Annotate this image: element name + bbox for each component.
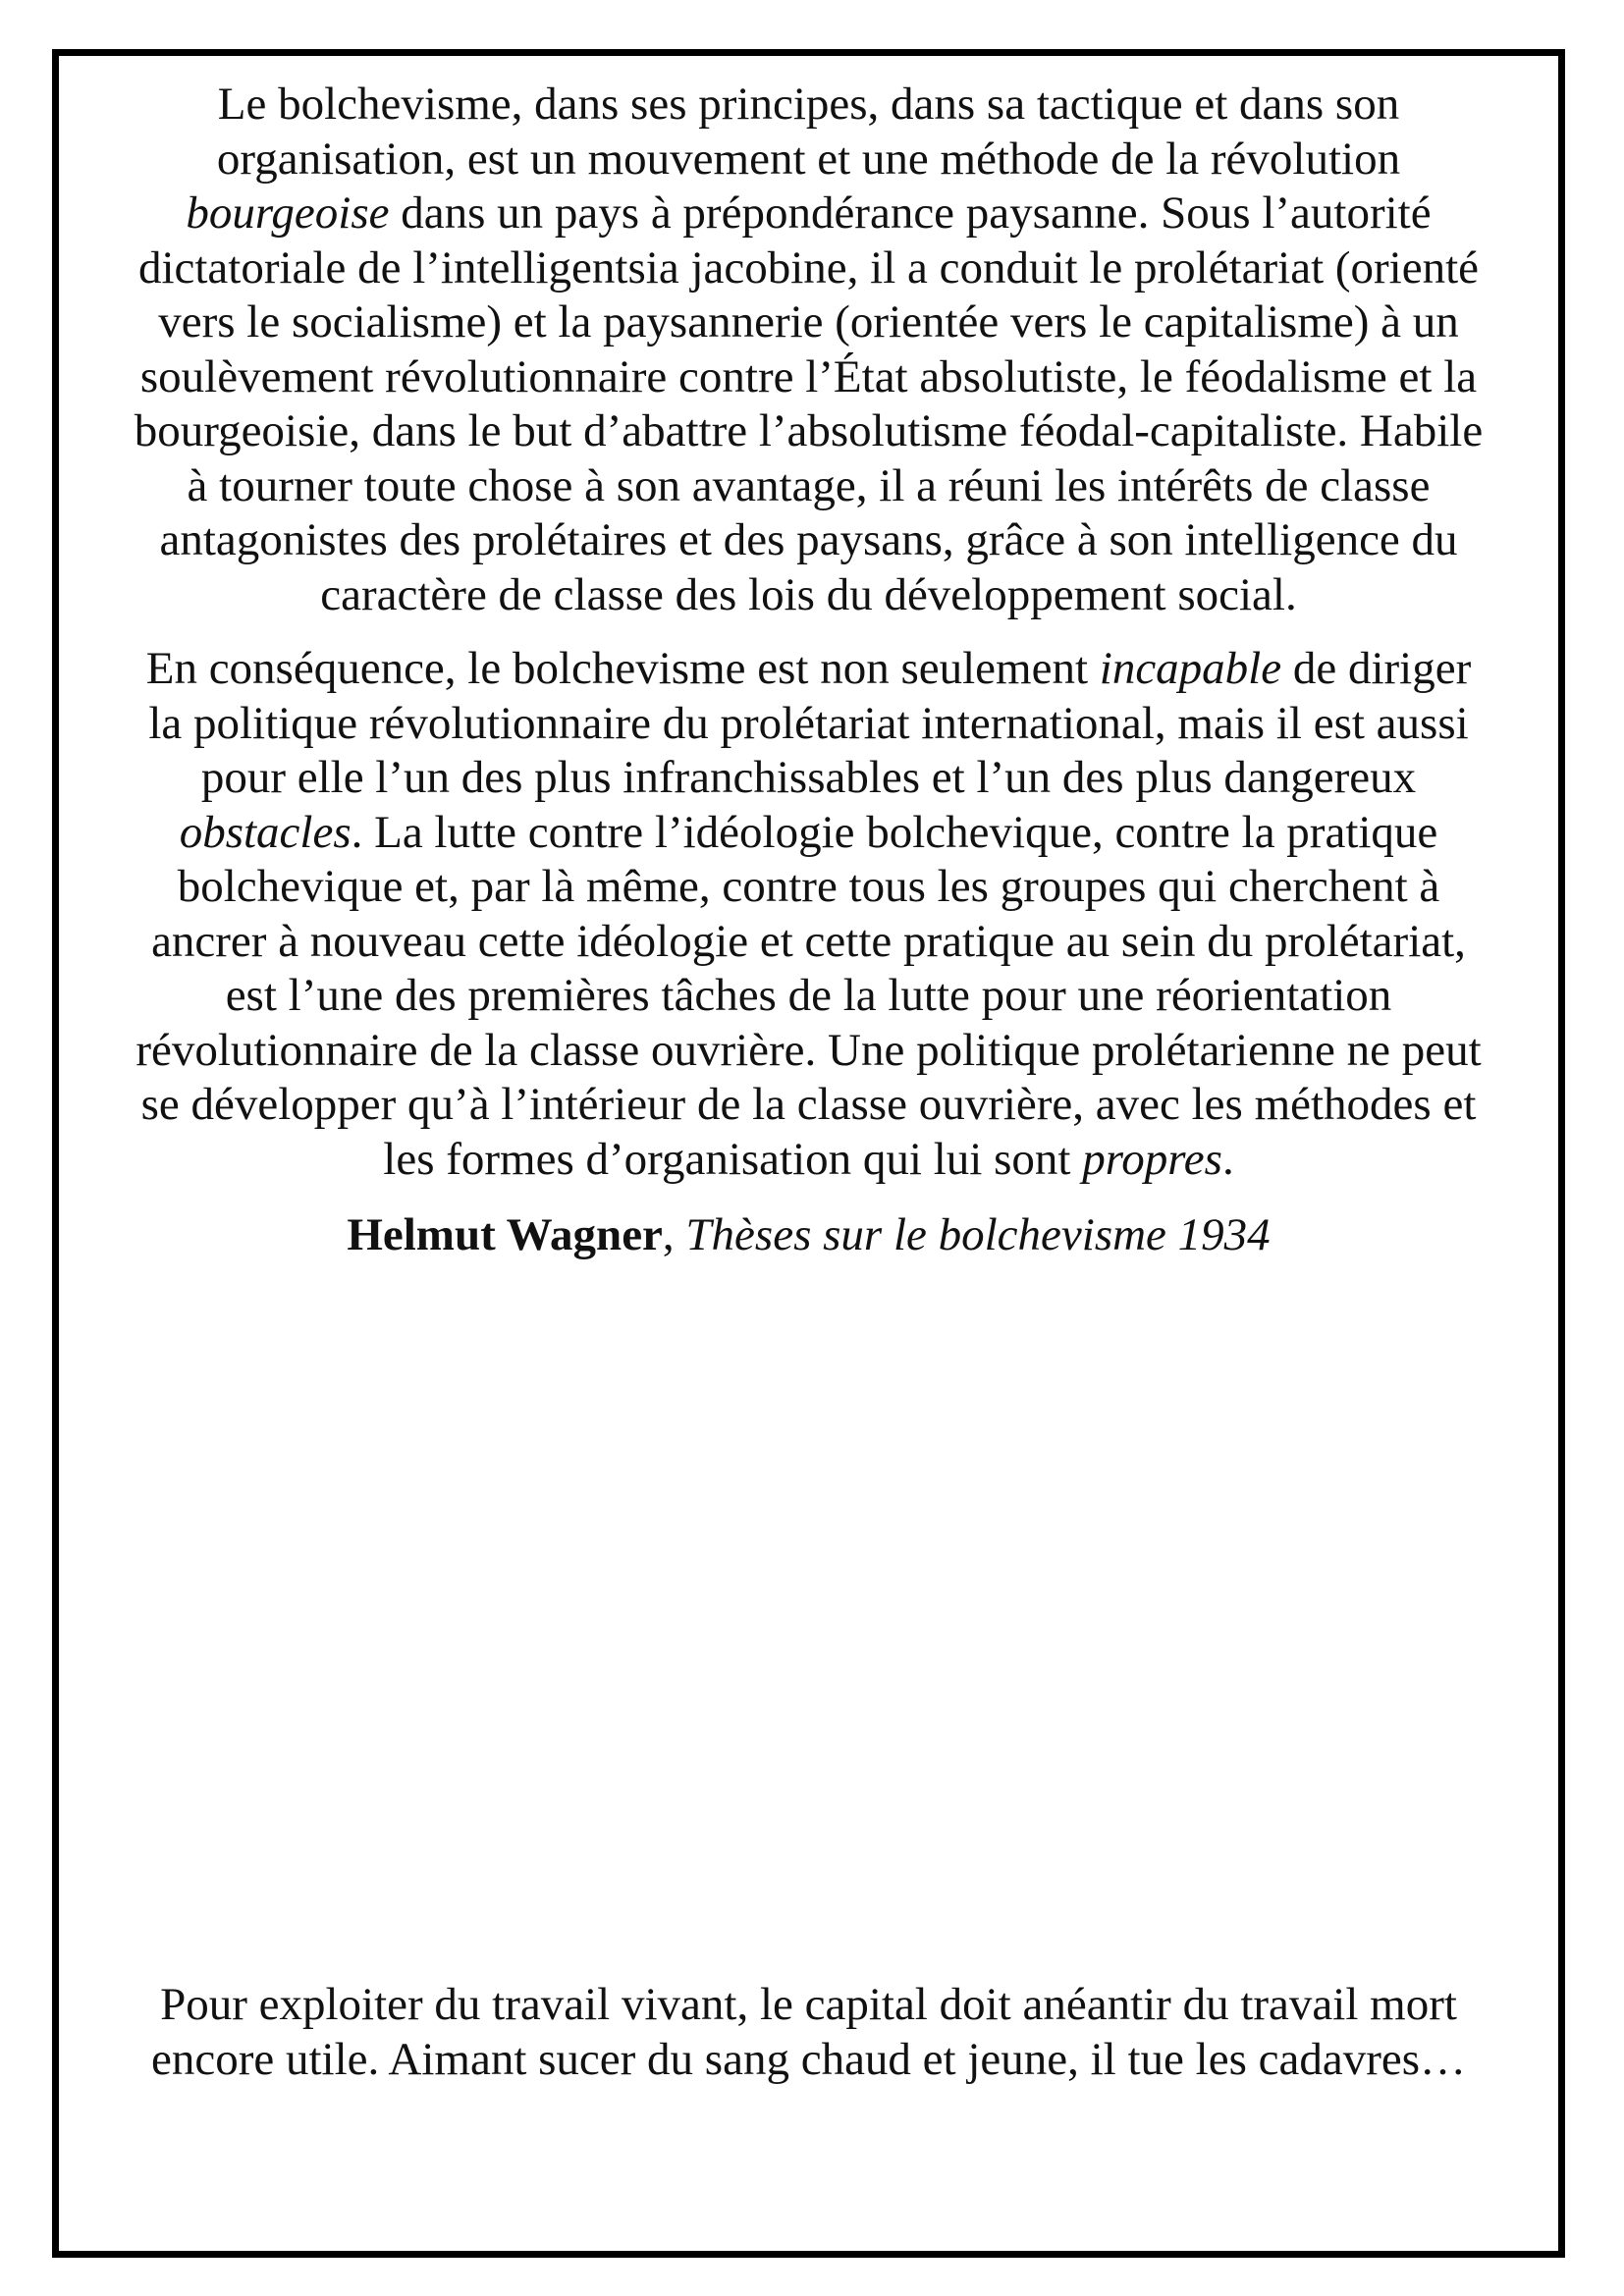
quote-block	[128, 78, 1489, 1263]
paragraph-1	[128, 78, 1489, 622]
paragraph-2-text-d: .	[1221, 1133, 1234, 1185]
closing-paragraph: Pour exploiter du travail vivant, le capital doit anéantir du travail mort encore utile. Aimant sucer du sang chaud et jeune, il tue les cadavres…	[150, 1979, 1467, 2085]
page-border-frame	[52, 49, 1565, 2258]
attribution-separator: ,	[662, 1209, 686, 1260]
attribution-work-title: Thèses sur le bolchevisme 1934	[685, 1209, 1271, 1260]
paragraph-2-italic-propres: propres	[1082, 1133, 1222, 1185]
paragraph-1-italic-bourgeoise: bourgeoise	[186, 187, 390, 239]
paragraph-2-text-b: de diriger la politique révolutionnaire du prolétariat international, mais il est aussi pour elle l’un des plus infranchissables et l’un des plus dangereux	[148, 643, 1472, 803]
attribution	[128, 1208, 1489, 1263]
paragraph-2-text-a: En conséquence, le bolchevisme est non seulement	[145, 643, 1100, 694]
paragraph-1-text-a: Le bolchevisme, dans ses principes, dans sa tactique et dans son organisation, est un mouvement et une méthode de la révolution	[216, 79, 1401, 185]
paragraph-1-text-b: dans un pays à prépondérance paysanne. Sous l’autorité dictatoriale de l’intelligentsia jacobine, il a conduit le prolétariat (orienté vers le socialisme) et la paysannerie (orientée vers le capitalisme) à un soulèvement révolutionnaire contre l’État absolutiste, le féodalisme et la bourgeoisie, dans le but d’abattre l’absolutisme féodal-capitaliste. Habile à tourner toute chose à son avantage, il a réuni les intérêts de classe antagonistes des prolétaires et des paysans, grâce à son intelligence du caractère de classe des lois du développement social.	[134, 187, 1484, 620]
paragraph-2	[128, 642, 1489, 1187]
attribution-author: Helmut Wagner	[347, 1209, 663, 1260]
paragraph-2-italic-incapable: incapable	[1099, 643, 1282, 694]
paragraph-2-text-c: . La lutte contre l’idéologie bolchevique, contre la pratique bolchevique et, par là même, contre tous les groupes qui cherchent à ancrer à nouveau cette idéologie et cette pratique au sein du prolétariat, est l’une des premières tâches de la lutte pour une réorientation révolutionnaire de la classe ouvrière. Une politique prolétarienne ne peut se développer qu’à l’intérieur de la classe ouvrière, avec les méthodes et les formes d’organisation qui lui sont	[135, 806, 1482, 1185]
paragraph-2-italic-obstacles: obstacles	[179, 806, 352, 858]
